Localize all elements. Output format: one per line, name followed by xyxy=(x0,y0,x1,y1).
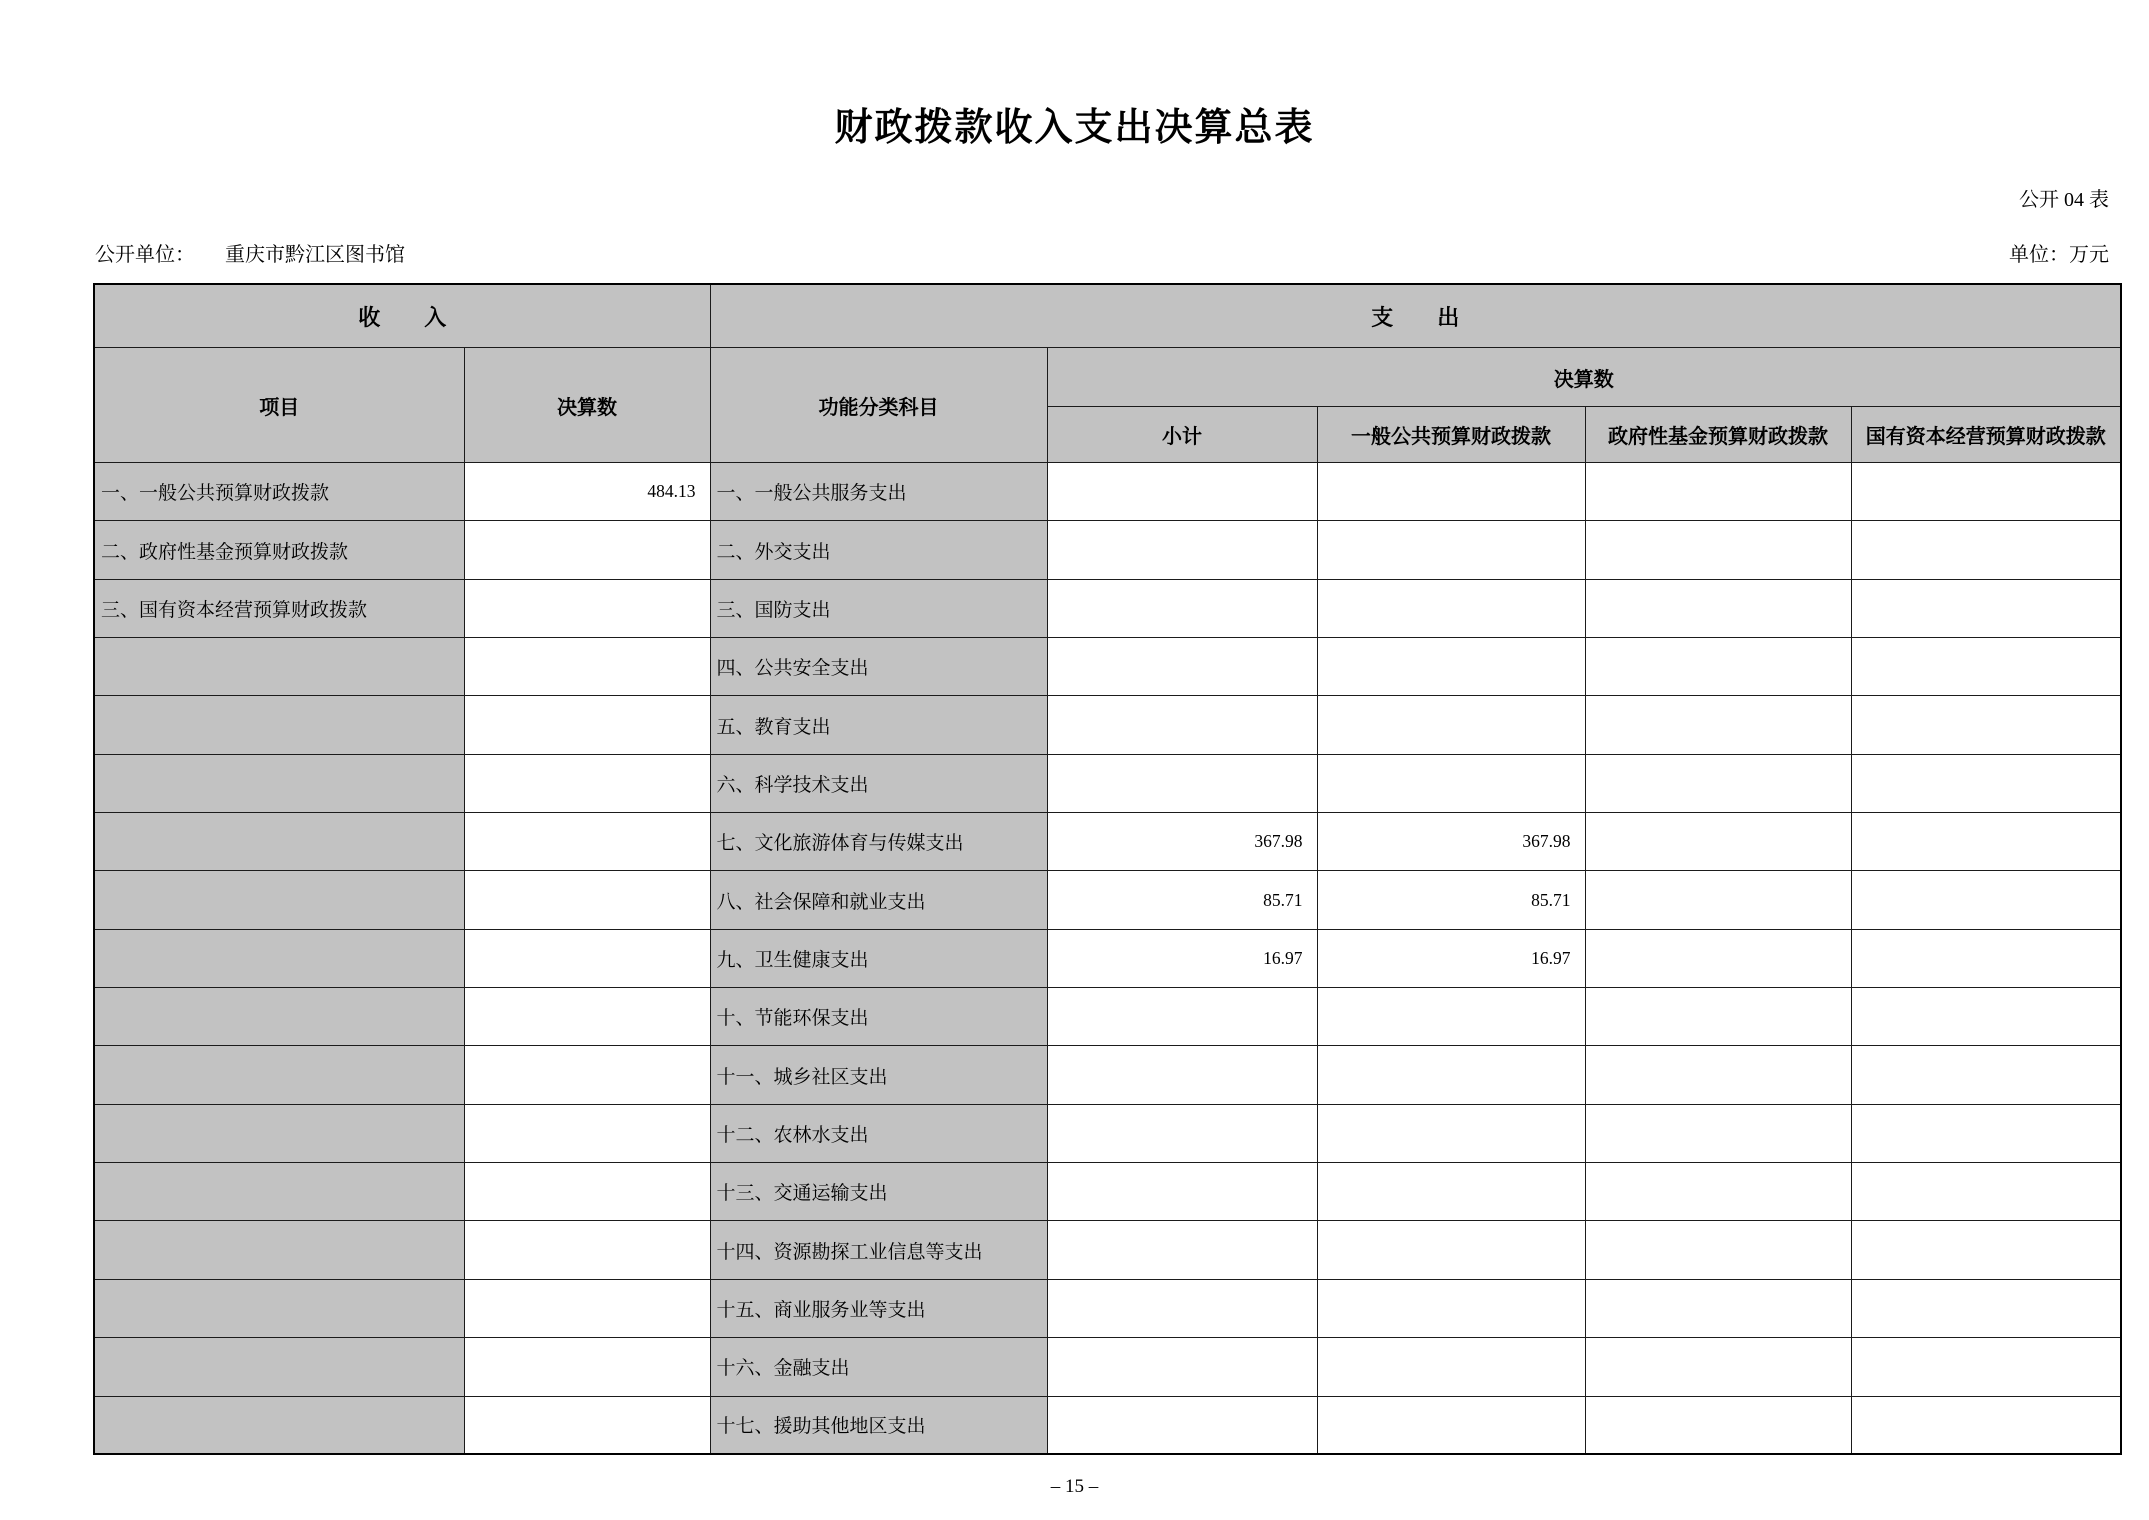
table-row xyxy=(94,463,2121,521)
expense-gov-fund-cell xyxy=(1585,1104,1851,1162)
expense-subtotal-cell: 16.97 xyxy=(1047,929,1317,987)
table-row xyxy=(94,1338,2121,1396)
income-item-cell xyxy=(94,1046,464,1104)
expense-state-capital-cell xyxy=(1851,696,2121,754)
income-item-cell xyxy=(94,754,464,812)
income-value-cell xyxy=(464,929,710,987)
expense-subtotal-cell: 367.98 xyxy=(1047,813,1317,871)
income-item-cell: 二、政府性基金预算财政拨款 xyxy=(94,521,464,579)
expense-item-cell: 十、节能环保支出 xyxy=(710,988,1047,1046)
expense-section-header: 支 出 xyxy=(710,284,2121,348)
income-item-cell xyxy=(94,988,464,1046)
expense-gov-fund-cell xyxy=(1585,813,1851,871)
income-value-cell xyxy=(464,1104,710,1162)
expense-item-cell: 八、社会保障和就业支出 xyxy=(710,871,1047,929)
expense-general-budget-cell xyxy=(1317,1046,1585,1104)
table-row xyxy=(94,929,2121,987)
expense-gov-fund-cell xyxy=(1585,521,1851,579)
expense-item-cell: 十三、交通运输支出 xyxy=(710,1163,1047,1221)
income-section-header: 收 入 xyxy=(94,284,710,348)
expense-gov-fund-cell xyxy=(1585,754,1851,812)
expense-item-cell: 六、科学技术支出 xyxy=(710,754,1047,812)
income-item-cell xyxy=(94,1221,464,1279)
expense-subtotal-cell xyxy=(1047,638,1317,696)
publisher-name: 重庆市黔江区图书馆 xyxy=(225,244,405,266)
section-header-row xyxy=(94,284,2121,348)
expense-subtotal-header: 小计 xyxy=(1047,407,1317,463)
column-header-row xyxy=(94,348,2121,407)
income-value-header: 决算数 xyxy=(464,348,710,463)
expense-subtotal-cell xyxy=(1047,1396,1317,1454)
expense-item-cell: 十二、农林水支出 xyxy=(710,1104,1047,1162)
income-item-cell xyxy=(94,1338,464,1396)
expense-item-cell: 十六、金融支出 xyxy=(710,1338,1047,1396)
expense-item-cell: 七、文化旅游体育与传媒支出 xyxy=(710,813,1047,871)
expense-state-capital-cell xyxy=(1851,1221,2121,1279)
expense-subtotal-cell xyxy=(1047,521,1317,579)
table-row xyxy=(94,988,2121,1046)
income-value-cell xyxy=(464,871,710,929)
expense-gov-fund-header: 政府性基金预算财政拨款 xyxy=(1585,407,1851,463)
expense-gov-fund-cell xyxy=(1585,1046,1851,1104)
expense-state-capital-header: 国有资本经营预算财政拨款 xyxy=(1851,407,2121,463)
income-value-cell: 484.13 xyxy=(464,463,710,521)
income-item-cell xyxy=(94,929,464,987)
expense-general-budget-cell xyxy=(1317,1104,1585,1162)
expense-gov-fund-cell xyxy=(1585,1338,1851,1396)
expense-item-cell: 十七、援助其他地区支出 xyxy=(710,1396,1047,1454)
income-item-cell xyxy=(94,1104,464,1162)
expense-state-capital-cell xyxy=(1851,754,2121,812)
page-title: 财政拨款收入支出决算总表 xyxy=(834,107,1315,149)
table-row xyxy=(94,1279,2121,1337)
expense-gov-fund-cell xyxy=(1585,1396,1851,1454)
table-row xyxy=(94,1104,2121,1162)
expense-general-budget-cell xyxy=(1317,988,1585,1046)
expense-state-capital-cell xyxy=(1851,1279,2121,1337)
unit-note: 单位：万元 xyxy=(2009,244,2109,266)
expense-gov-fund-cell xyxy=(1585,929,1851,987)
income-value-cell xyxy=(464,579,710,637)
expense-state-capital-cell xyxy=(1851,813,2121,871)
income-value-cell xyxy=(464,1163,710,1221)
table-body xyxy=(94,463,2121,1455)
publisher-label: 公开单位： xyxy=(95,244,195,266)
expense-value-header: 决算数 xyxy=(1047,348,2121,407)
expense-subtotal-cell xyxy=(1047,1338,1317,1396)
income-value-cell xyxy=(464,1279,710,1337)
table-row xyxy=(94,638,2121,696)
table-row xyxy=(94,521,2121,579)
table-row xyxy=(94,579,2121,637)
table-row xyxy=(94,813,2121,871)
income-value-cell xyxy=(464,521,710,579)
income-item-cell xyxy=(94,871,464,929)
expense-gov-fund-cell xyxy=(1585,1279,1851,1337)
income-value-cell xyxy=(464,1396,710,1454)
expense-state-capital-cell xyxy=(1851,1046,2121,1104)
expense-subject-header: 功能分类科目 xyxy=(710,348,1047,463)
income-value-cell xyxy=(464,813,710,871)
expense-item-cell: 十四、资源勘探工业信息等支出 xyxy=(710,1221,1047,1279)
expense-gov-fund-cell xyxy=(1585,638,1851,696)
expense-subtotal-cell xyxy=(1047,463,1317,521)
expense-state-capital-cell xyxy=(1851,1396,2121,1454)
expense-item-cell: 十一、城乡社区支出 xyxy=(710,1046,1047,1104)
expense-general-budget-cell: 16.97 xyxy=(1317,929,1585,987)
table-row xyxy=(94,1046,2121,1104)
expense-state-capital-cell xyxy=(1851,463,2121,521)
expense-gov-fund-cell xyxy=(1585,696,1851,754)
expense-item-cell: 一、一般公共服务支出 xyxy=(710,463,1047,521)
expense-general-budget-cell xyxy=(1317,1396,1585,1454)
expense-general-budget-cell xyxy=(1317,1163,1585,1221)
income-item-cell xyxy=(94,813,464,871)
expense-general-budget-cell xyxy=(1317,754,1585,812)
expense-subtotal-cell xyxy=(1047,988,1317,1046)
page-number: – 15 – xyxy=(1050,1476,1099,1497)
income-value-cell xyxy=(464,638,710,696)
expense-item-cell: 五、教育支出 xyxy=(710,696,1047,754)
income-item-cell xyxy=(94,1279,464,1337)
expense-general-budget-cell xyxy=(1317,638,1585,696)
expense-gov-fund-cell xyxy=(1585,988,1851,1046)
expense-state-capital-cell xyxy=(1851,579,2121,637)
expense-state-capital-cell xyxy=(1851,871,2121,929)
income-value-cell xyxy=(464,1338,710,1396)
income-item-cell xyxy=(94,696,464,754)
expense-state-capital-cell xyxy=(1851,929,2121,987)
expense-gov-fund-cell xyxy=(1585,463,1851,521)
expense-general-budget-cell xyxy=(1317,1279,1585,1337)
expense-item-cell: 四、公共安全支出 xyxy=(710,638,1047,696)
table-row xyxy=(94,1396,2121,1454)
expense-subtotal-cell xyxy=(1047,1046,1317,1104)
expense-subtotal-cell xyxy=(1047,579,1317,637)
income-value-cell xyxy=(464,988,710,1046)
expense-state-capital-cell xyxy=(1851,1338,2121,1396)
table-header xyxy=(94,284,2121,463)
expense-general-budget-cell xyxy=(1317,1338,1585,1396)
table-row xyxy=(94,1163,2121,1221)
income-value-cell xyxy=(464,1046,710,1104)
expense-state-capital-cell xyxy=(1851,1163,2121,1221)
income-item-cell xyxy=(94,1163,464,1221)
expense-subtotal-cell xyxy=(1047,696,1317,754)
expense-subtotal-cell: 85.71 xyxy=(1047,871,1317,929)
expense-gov-fund-cell xyxy=(1585,1221,1851,1279)
expense-subtotal-cell xyxy=(1047,1163,1317,1221)
expense-subtotal-cell xyxy=(1047,1104,1317,1162)
expense-state-capital-cell xyxy=(1851,988,2121,1046)
expense-general-budget-cell: 367.98 xyxy=(1317,813,1585,871)
table-code: 公开 04 表 xyxy=(2019,189,2109,211)
publisher-line xyxy=(95,238,405,267)
expense-item-cell: 十五、商业服务业等支出 xyxy=(710,1279,1047,1337)
expense-item-cell: 三、国防支出 xyxy=(710,579,1047,637)
expense-general-budget-cell: 85.71 xyxy=(1317,871,1585,929)
income-item-cell xyxy=(94,638,464,696)
table-row xyxy=(94,696,2121,754)
income-item-cell: 三、国有资本经营预算财政拨款 xyxy=(94,579,464,637)
meta-row xyxy=(95,238,2109,267)
income-value-cell xyxy=(464,696,710,754)
expense-item-cell: 九、卫生健康支出 xyxy=(710,929,1047,987)
income-item-cell xyxy=(94,1396,464,1454)
expense-subtotal-cell xyxy=(1047,754,1317,812)
expense-general-budget-cell xyxy=(1317,521,1585,579)
table-row xyxy=(94,1221,2121,1279)
expense-gov-fund-cell xyxy=(1585,579,1851,637)
income-value-cell xyxy=(464,1221,710,1279)
expense-subtotal-cell xyxy=(1047,1279,1317,1337)
expense-general-budget-header: 一般公共预算财政拨款 xyxy=(1317,407,1585,463)
expense-general-budget-cell xyxy=(1317,696,1585,754)
expense-general-budget-cell xyxy=(1317,1221,1585,1279)
expense-state-capital-cell xyxy=(1851,638,2121,696)
table-row xyxy=(94,754,2121,812)
expense-general-budget-cell xyxy=(1317,579,1585,637)
table-row xyxy=(94,871,2121,929)
expense-general-budget-cell xyxy=(1317,463,1585,521)
income-item-cell: 一、一般公共预算财政拨款 xyxy=(94,463,464,521)
expense-gov-fund-cell xyxy=(1585,1163,1851,1221)
budget-summary-table xyxy=(93,283,2122,1455)
income-value-cell xyxy=(464,754,710,812)
expense-state-capital-cell xyxy=(1851,521,2121,579)
expense-subtotal-cell xyxy=(1047,1221,1317,1279)
expense-item-cell: 二、外交支出 xyxy=(710,521,1047,579)
income-item-header: 项目 xyxy=(94,348,464,463)
expense-gov-fund-cell xyxy=(1585,871,1851,929)
expense-state-capital-cell xyxy=(1851,1104,2121,1162)
